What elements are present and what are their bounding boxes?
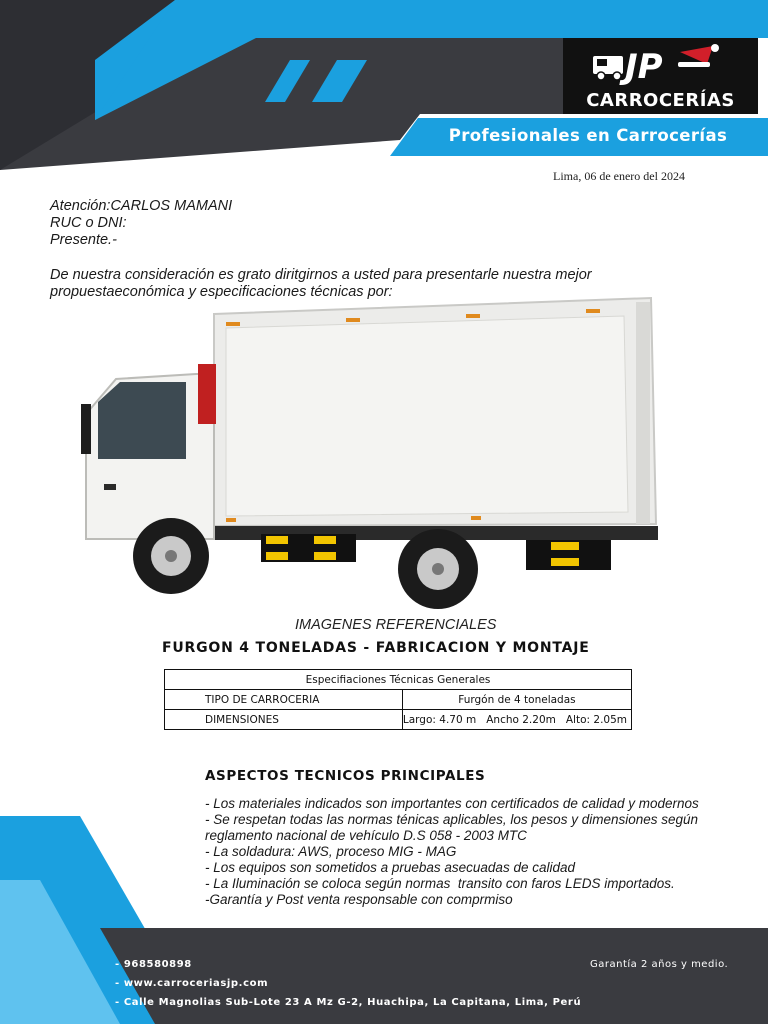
spec-label: DIMENSIONES: [165, 710, 403, 730]
list-item: - Se respetan todas las normas ténicas aplicables, los pesos y dimensiones según: [205, 812, 699, 827]
list-item: - Los equipos son sometidos a pruebas asecuadas de calidad: [205, 860, 575, 875]
truck-image: [76, 294, 666, 614]
spec-table: [164, 669, 632, 730]
table-row: [165, 690, 632, 710]
footer-dark-band: [100, 928, 768, 1024]
product-title: FURGON 4 TONELADAS - FABRICACION Y MONTAJE: [162, 640, 590, 656]
aspects-list: [205, 796, 745, 908]
spec-value: Furgón de 4 toneladas: [402, 690, 631, 710]
tagline: Profesionales en Carrocerías: [448, 126, 728, 145]
list-item: - Los materiales indicados son importantes con certificados de calidad y modernos: [205, 796, 699, 811]
ruc-line: RUC o DNI:: [50, 215, 127, 231]
footer-guarantee: Garantía 2 años y medio.: [590, 959, 729, 970]
logo-wordmark: CARROCERÍAS: [586, 90, 735, 111]
list-item: - La Iluminación se coloca según normas transito con faros LEDS importados.: [205, 876, 675, 891]
list-item: - La soldadura: AWS, proceso MIG - MAG: [205, 844, 457, 859]
table-header-row: [165, 670, 632, 690]
attention-line: Atención:CARLOS MAMANI: [50, 198, 233, 214]
letter-date: Lima, 06 de enero del 2024: [553, 169, 685, 183]
spec-label: TIPO DE CARROCERIA: [165, 690, 403, 710]
intro-line-2: propuestaeconómica y especificaciones técnicas por:: [50, 284, 393, 300]
presente-line: Presente.-: [50, 232, 117, 248]
list-item: -Garantía y Post venta responsable con comprmiso: [205, 892, 513, 907]
truck-logo-icon: [585, 42, 735, 90]
aspects-title: ASPECTOS TECNICOS PRINCIPALES: [205, 768, 486, 784]
spec-value: Largo: 4.70 m Ancho 2.20m Alto: 2.05m: [402, 710, 631, 730]
svg-text:JP: JP: [625, 47, 663, 87]
intro-line-1: De nuestra consideración es grato diritgirnos a usted para presentarle nuestra mejor: [50, 267, 592, 283]
list-item: reglamento nacional de vehículo D.S 058 - 2003 MTC: [205, 828, 527, 843]
company-logo: [563, 38, 758, 114]
table-row: [165, 710, 632, 730]
image-caption: IMAGENES REFERENCIALES: [295, 617, 497, 633]
footer-website[interactable]: - www.carroceriasjp.com: [115, 978, 269, 989]
spec-table-header: Especifiaciones Técnicas Generales: [165, 670, 632, 690]
footer-phone: - 968580898: [115, 959, 192, 970]
footer-address: - Calle Magnolias Sub-Lote 23 A Mz G-2, Huachipa, La Capitana, Lima, Perú: [115, 997, 582, 1008]
